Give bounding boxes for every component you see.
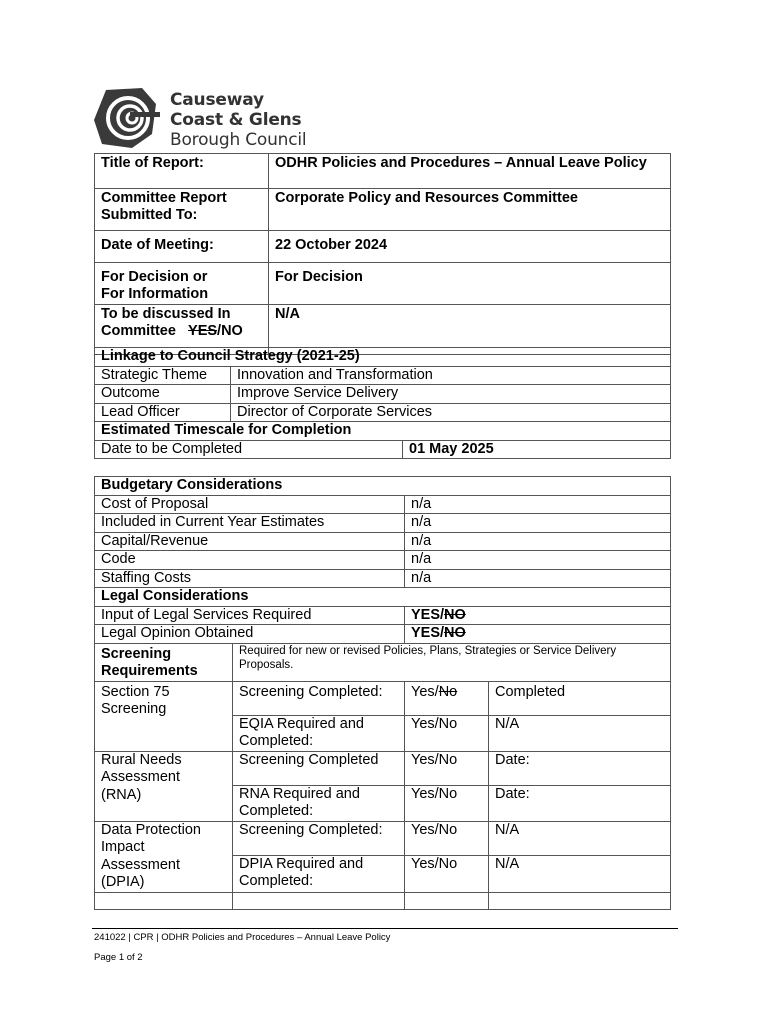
screening-heading-line-2: Requirements	[101, 663, 198, 679]
legal-value	[405, 625, 671, 644]
decision-label-line-2: For Information	[101, 286, 209, 302]
rna-screening-item: Screening Completed	[233, 751, 405, 785]
dpia-screening-status: N/A	[489, 821, 671, 855]
title-label: Title of Report:	[95, 154, 269, 189]
table-row	[95, 569, 671, 588]
eqia-status: N/A	[489, 715, 671, 751]
logo-line-1: Causeway	[170, 90, 264, 110]
table-row	[95, 231, 671, 263]
timescale-heading: Estimated Timescale for Completion	[95, 422, 671, 441]
table-row	[95, 751, 671, 785]
dpia-label-line-3: Assessment	[101, 856, 180, 873]
table-row	[95, 821, 671, 855]
budget-label: Cost of Proposal	[95, 495, 405, 514]
linkage-value: Improve Service Delivery	[231, 385, 671, 404]
linkage-value: Innovation and Transformation	[231, 366, 671, 385]
screening-heading-line-1: Screening	[101, 645, 172, 662]
decision-value: For Decision	[269, 263, 671, 305]
legal-no: NO	[444, 606, 466, 623]
logo-line-2: Coast & Glens	[170, 110, 302, 130]
table-row	[95, 385, 671, 404]
empty-cell	[233, 892, 405, 909]
table-row	[95, 681, 671, 715]
committee-value: Corporate Policy and Resources Committee	[269, 189, 671, 231]
table-row	[95, 606, 671, 625]
empty-cell	[405, 892, 489, 909]
decision-label-line-1: For Decision or	[101, 269, 208, 285]
budget-value: n/a	[405, 569, 671, 588]
s75-no: No	[438, 683, 458, 700]
rna-required-item: RNA Required and Completed:	[233, 785, 405, 821]
legal-yes: YES/	[411, 606, 445, 623]
empty-cell	[95, 892, 233, 909]
linkage-label: Lead Officer	[95, 403, 231, 422]
budget-value: n/a	[405, 532, 671, 551]
rna-label-line-2: Assessment	[101, 769, 180, 785]
table-row	[95, 189, 671, 231]
table-row	[95, 440, 671, 459]
linkage-table	[94, 347, 671, 459]
page-number: Page 1 of 2	[94, 952, 143, 963]
table-row	[95, 154, 671, 189]
footer-divider	[92, 928, 678, 929]
council-logo-icon	[92, 86, 164, 150]
linkage-heading: Linkage to Council Strategy (2021-25)	[95, 348, 671, 367]
table-row	[95, 366, 671, 385]
s75-screening-status: Completed	[489, 681, 671, 715]
table-row	[95, 348, 671, 367]
dpia-required-yesno: Yes/No	[405, 855, 489, 892]
budget-value: n/a	[405, 551, 671, 570]
screening-note: Required for new or revised Policies, Plans, Strategies or Service Delivery Proposals.	[233, 643, 671, 681]
committee-label: Committee Report Submitted To:	[95, 189, 269, 231]
table-row	[95, 422, 671, 441]
legal-heading: Legal Considerations	[95, 588, 671, 607]
discuss-yes: YES	[188, 323, 218, 339]
eqia-yesno: Yes/No	[405, 715, 489, 751]
footer-text: 241022 | CPR | ODHR Policies and Procedures – Annual Leave Policy	[94, 932, 391, 943]
discuss-no: NO	[221, 323, 243, 339]
budget-label: Code	[95, 551, 405, 570]
title-value: ODHR Policies and Procedures – Annual Leave Policy	[269, 154, 671, 189]
council-logo	[92, 86, 332, 152]
table-row	[95, 477, 671, 496]
s75-screening-item: Screening Completed:	[233, 681, 405, 715]
s75-label-line-1: Section 75	[101, 683, 170, 700]
dpia-required-status: N/A	[489, 855, 671, 892]
dpia-screening-item: Screening Completed:	[233, 821, 405, 855]
s75-screening-yesno	[405, 681, 489, 715]
linkage-label: Strategic Theme	[95, 366, 231, 385]
meeting-date-label: Date of Meeting:	[95, 231, 269, 263]
table-row	[95, 551, 671, 570]
eqia-item: EQIA Required and Completed:	[233, 715, 405, 751]
budget-value: n/a	[405, 495, 671, 514]
budget-label: Staffing Costs	[95, 569, 405, 588]
table-row	[95, 514, 671, 533]
decision-label	[95, 263, 269, 305]
table-row	[95, 625, 671, 644]
rna-required-status: Date:	[489, 785, 671, 821]
table-row	[95, 263, 671, 305]
s75-label	[95, 681, 233, 751]
budget-label: Capital/Revenue	[95, 532, 405, 551]
rna-label-line-3: (RNA)	[101, 786, 142, 803]
budget-value: n/a	[405, 514, 671, 533]
legal-label: Legal Opinion Obtained	[95, 625, 405, 644]
dpia-required-item: DPIA Required and Completed:	[233, 855, 405, 892]
meeting-date-value: 22 October 2024	[269, 231, 671, 263]
rna-screening-status: Date:	[489, 751, 671, 785]
dpia-label-line-4: (DPIA)	[101, 874, 145, 890]
table-row	[95, 532, 671, 551]
rna-screening-yesno: Yes/No	[405, 751, 489, 785]
discuss-sep: /	[217, 323, 222, 339]
discuss-label-line-1: To be discussed In	[101, 306, 231, 322]
dpia-label	[95, 821, 233, 892]
table-row	[95, 892, 671, 909]
rna-label	[95, 751, 233, 821]
budget-heading: Budgetary Considerations	[95, 477, 671, 496]
report-details-table	[94, 153, 671, 355]
screening-heading	[95, 643, 233, 681]
rna-label-line-1: Rural Needs	[101, 751, 182, 768]
discuss-value: N/A	[269, 305, 671, 355]
legal-label: Input of Legal Services Required	[95, 606, 405, 625]
dpia-screening-yesno: Yes/No	[405, 821, 489, 855]
considerations-table	[94, 476, 671, 910]
dpia-label-line-1: Data Protection	[101, 821, 201, 838]
linkage-value: Director of Corporate Services	[231, 403, 671, 422]
discuss-label-line-2: Committee	[101, 323, 176, 339]
linkage-label: Outcome	[95, 385, 231, 404]
s75-label-line-2: Screening	[101, 701, 167, 717]
rna-required-yesno: Yes/No	[405, 785, 489, 821]
s75-yes: Yes/	[411, 683, 439, 700]
logo-line-3: Borough Council	[170, 130, 307, 150]
table-row	[95, 588, 671, 607]
legal-yes: YES/	[411, 625, 445, 641]
completion-label: Date to be Completed	[95, 440, 403, 459]
legal-value	[405, 606, 671, 625]
table-row	[95, 403, 671, 422]
budget-label: Included in Current Year Estimates	[95, 514, 405, 533]
legal-no: NO	[444, 625, 466, 641]
dpia-label-line-2: Impact	[101, 839, 145, 855]
completion-value: 01 May 2025	[403, 440, 671, 459]
table-row	[95, 495, 671, 514]
empty-cell	[489, 892, 671, 909]
table-row	[95, 643, 671, 681]
